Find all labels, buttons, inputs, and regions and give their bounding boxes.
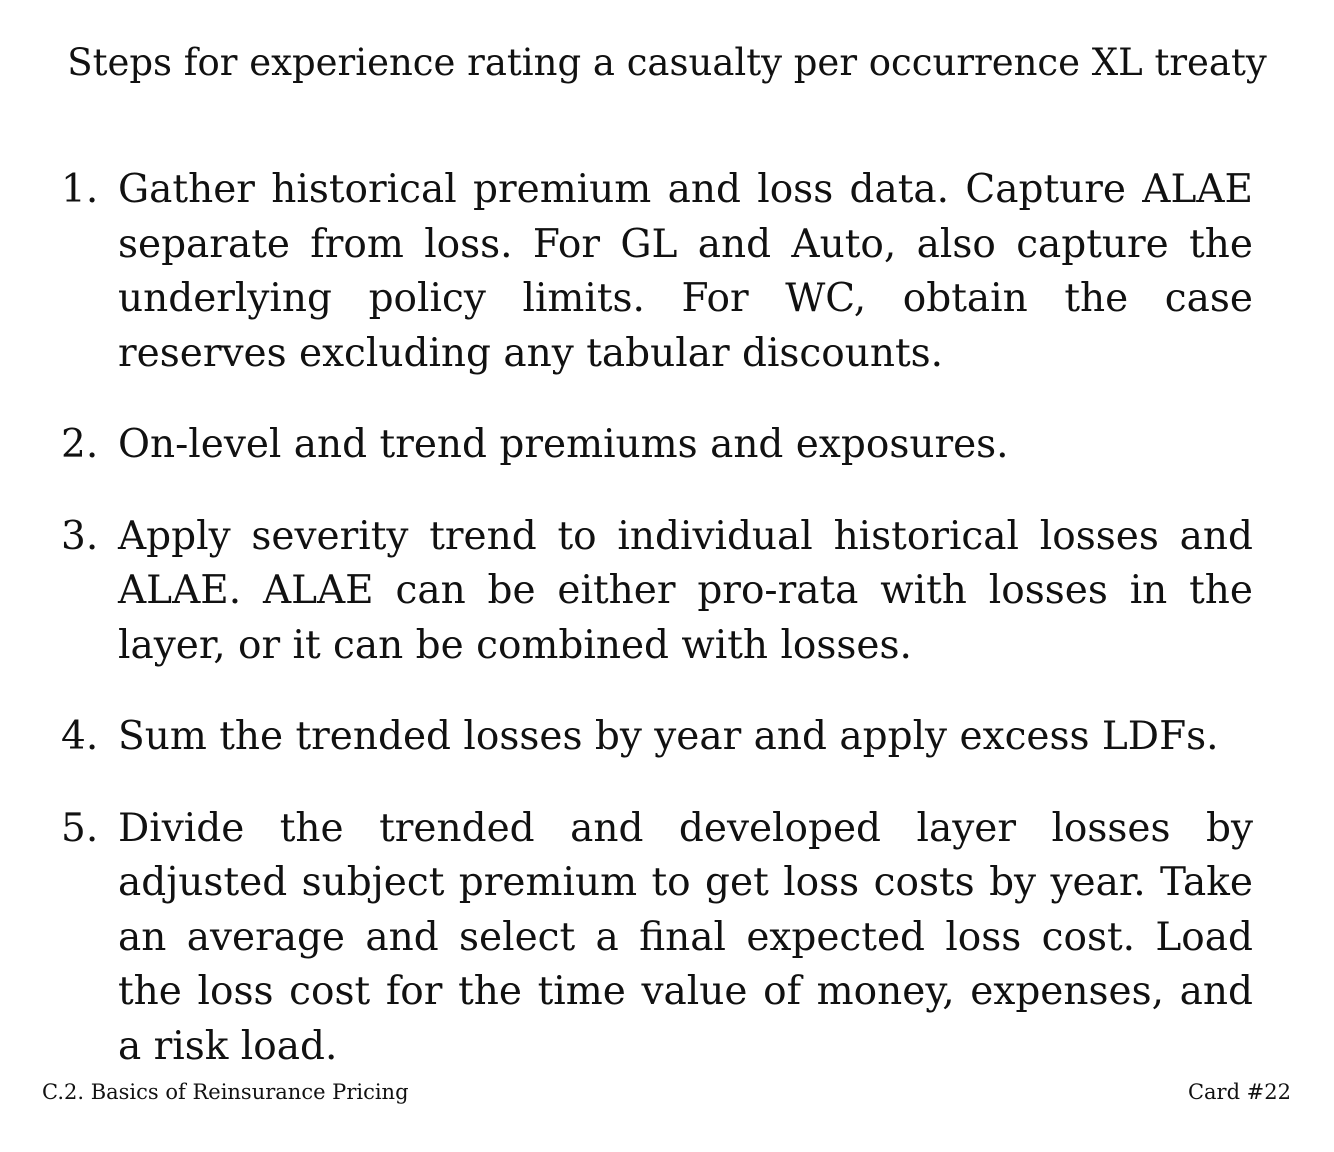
step-number: 3.: [61, 513, 99, 559]
step-text: Apply severity trend to individual historical losses and ALAE. ALAE can be either pro-rata with losses in the layer, or it can be combined with losses.: [118, 513, 1253, 668]
step-item-1: [57, 163, 1253, 381]
steps-list: [57, 163, 1253, 1111]
step-text: On-level and trend premiums and exposures.: [118, 422, 1009, 467]
footer-section-label: C.2. Basics of Reinsurance Pricing: [42, 1080, 409, 1104]
step-item-2: [57, 418, 1253, 473]
step-item-3: [57, 510, 1253, 674]
step-number: 1.: [61, 167, 99, 212]
step-text: Sum the trended losses by year and apply excess LDFs.: [118, 714, 1219, 759]
step-number: 4.: [61, 714, 99, 759]
step-text: Gather historical premium and loss data. Capture ALAE separate from loss. For GL and Auto, also capture the underlying policy limits. For WC, obtain the case reserves excluding any tabular discounts.: [118, 167, 1253, 376]
step-number: 2.: [61, 422, 99, 467]
step-number: 5.: [61, 805, 99, 851]
step-item-4: [57, 710, 1253, 765]
footer-card-number: Card #22: [1187, 1080, 1291, 1104]
card-title: Steps for experience rating a casualty per occurrence XL treaty: [67, 41, 1267, 84]
step-item-5: [57, 802, 1253, 1075]
step-text: Divide the trended and developed layer losses by adjusted subject premium to get loss costs by year. Take an average and select a final expected loss cost. Load the loss cost for the time value of money, expenses, and a risk load.: [118, 805, 1253, 1069]
